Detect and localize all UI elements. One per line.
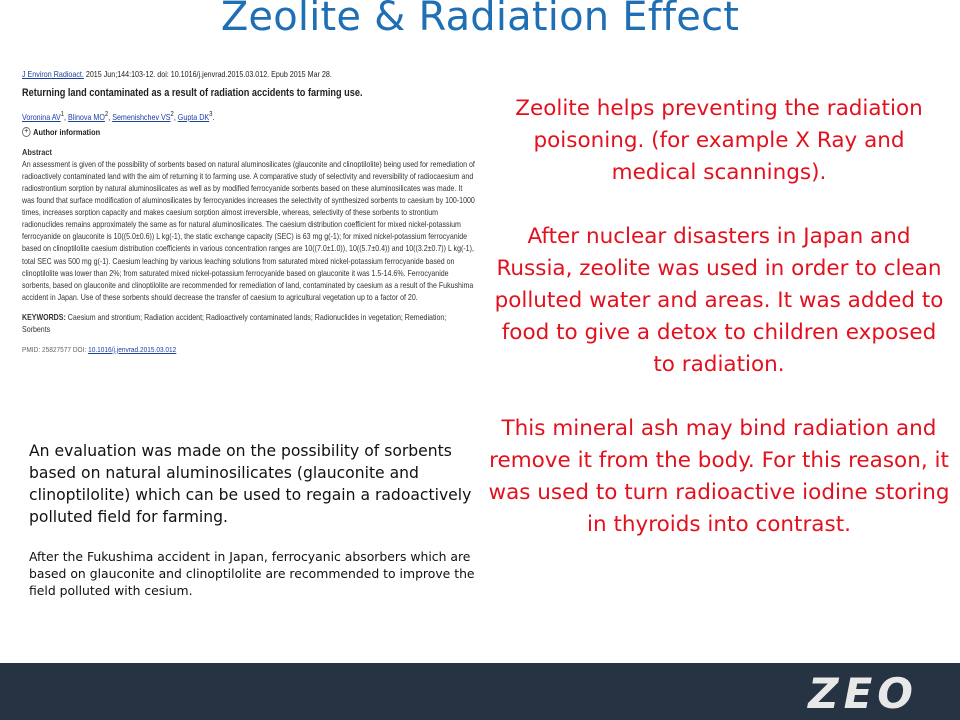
article-title: Returning land contaminated as a result of radiation accidents to farming use. <box>22 87 363 99</box>
expand-plus-icon: + <box>22 127 31 137</box>
keywords-label: KEYWORDS: <box>22 312 66 322</box>
summary-text-1: An evaluation was made on the possibility of sorbents based on natural aluminosilicates (glauconite and clinoptilolite) which can be used to regain a radoactively polluted field for farming. <box>29 442 472 526</box>
author-affiliation: 1 <box>60 111 65 118</box>
pmid-text: PMID: 25827577 DOI: <box>22 344 89 354</box>
abstract-heading: Abstract <box>22 146 52 157</box>
right-paragraph-3: This mineral ash may bind radiation and remove it from the body. For this reason, it was used to turn radioactive iodine storing in thyroids into contrast. <box>488 416 950 537</box>
summary-paragraph-2 <box>29 548 479 599</box>
article-screenshot <box>22 66 477 426</box>
summary-paragraph-1 <box>29 440 479 528</box>
zeo-logo: ZEO <box>808 669 918 718</box>
slide-title: Zeolite & Radiation Effect <box>220 0 740 40</box>
author-link[interactable]: Blinova MO <box>68 111 105 122</box>
author-affiliation: 2 <box>104 111 109 118</box>
author-link[interactable]: Semenishchev VS <box>112 111 171 122</box>
author-information-toggle[interactable] <box>22 126 413 138</box>
paragraph-spacer <box>488 381 950 413</box>
journal-link[interactable]: J Environ Radioact. <box>22 69 84 79</box>
summary-text-2: After the Fukushima accident in Japan, ferrocyanic absorbers which are based on glauconite and clinoptilolite are recommended to improve the field polluted with cesium. <box>29 549 475 598</box>
keywords-line <box>22 312 476 336</box>
pmid-doi-line <box>22 344 413 355</box>
article-authors: Voronina $AV^1$, Blinova $MO^2$, Semenishchev $VS^2$, Gupta $DK^3$. <box>22 111 215 122</box>
citation-details: 2015 Jun;144:103-12. doi: 10.1016/j.jenvrad.2015.03.012. Epub 2015 Mar 28. <box>83 69 332 79</box>
abstract-text: An assessment is given of the possibility of sorbents based on natural aluminosilicates (glauconite and clinoptilolite) being used for remediation of radioactively contaminated land with the aim of returning it to farming use. A comparative study of selectivity and reversibility of radiocaesium and radiostrontium sorption by natural aluminosilicates as well as by modified ferrocyanide sorbents based on these aluminosilicates was made. It was found that surface modification of aluminosilicates by ferrocyanides increases the selectivity of synthesized sorbents to caesium by 100-1000 times, increases sorption capacity and makes caesium sorption almost irreversible, whereas, selectivity of these sorbents to strontium radionuclides remains approximately the same as for natural aluminosilicates. The caesium distribution coefficient for mixed nickel-potassium ferrocyanide on glauconite is 10((5.0±0.6)) L kg(-1), the static exchange capacity (SEC) is 63 mg g(-1); for mixed nickel-potassium ferrocyanide based on clinoptilolite caesium distribution coefficients in various concentration ranges are 10((7.0±1.0)), 10((5.7±0.4)) and 10((3.2±0.7)) L kg(-1), total SEC was 500 mg g(-1). Caesium leaching by various leaching solutions from saturated mixed nickel-potassium ferrocyanide based on clinoptilolite was lower than 2%; from saturated mixed nickel-potassium ferrocyanide based on glauconite it was 1.5-14.6%. Ferrocyanide sorbents, based on glauconite and clinoptilolite are recommended for remediation of land, contaminated by caesium as a result of the Fukushima accident in Japan. Use of these sorbents should decrease the transfer of caesium to agricultural vegetation up to a factor of 20. <box>22 159 475 302</box>
right-column-text <box>488 93 950 541</box>
keywords-text: Caesium and strontium; Radiation accident; Radioactively contaminated lands; Radionuclides in vegetation; Remediation; Sorbents <box>22 312 447 334</box>
author-information-label: Author information <box>33 126 101 137</box>
author-affiliation: 2 <box>170 111 174 118</box>
article-citation <box>22 68 413 80</box>
right-paragraph-2: After nuclear disasters in Japan and Russia, zeolite was used in order to clean polluted water and areas. It was added to food to give a detox to children exposed to radiation. <box>494 224 944 377</box>
author-link[interactable]: Voronina AV <box>22 111 61 122</box>
doi-link[interactable]: 10.1016/j.jenvrad.2015.03.012 <box>88 344 177 354</box>
author-affiliation: 3 <box>209 111 213 118</box>
footer-bar <box>0 663 960 720</box>
paragraph-spacer <box>488 189 950 221</box>
right-paragraph-1: Zeolite helps preventing the radiation poisoning. (for example X Ray and medical scannings). <box>515 96 923 185</box>
author-link[interactable]: Gupta DK <box>177 111 210 122</box>
